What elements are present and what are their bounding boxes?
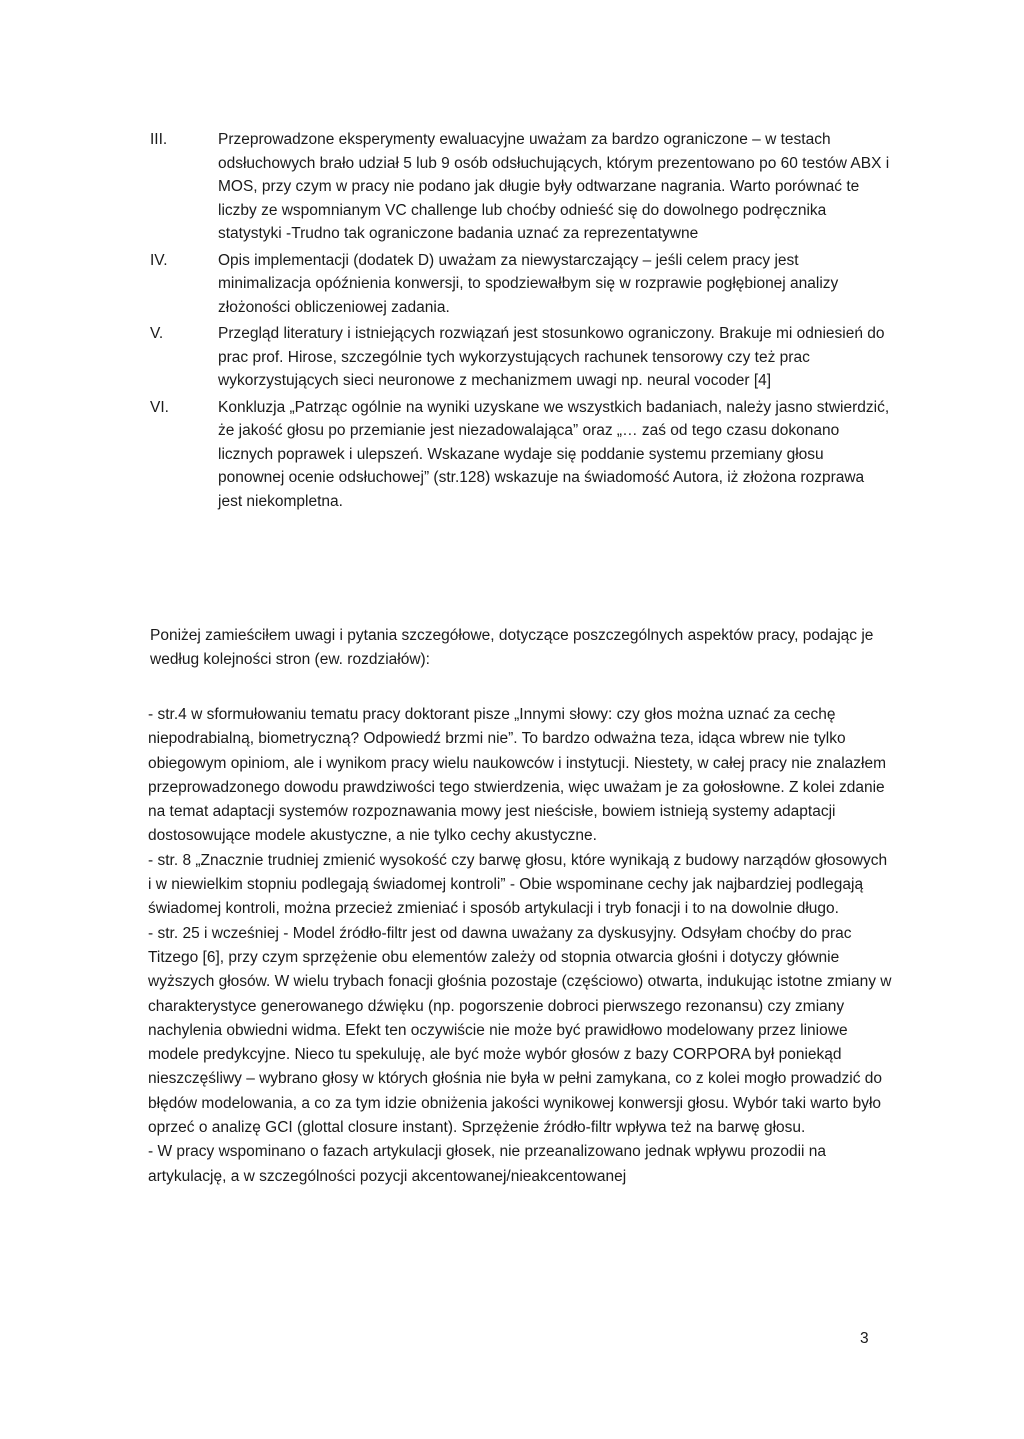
remark-item: - str. 25 i wcześniej - Model źródło-filtr jest od dawna uważany za dyskusyjny. Odsyłam choćby do prac Titzego [6], przy czym sprzężenie obu elementów zależy od stopnia otwarcia głośni i dotyczy głównie wyższych głosów. W wielu trybach fonacji głośnia pozostaje (częściowo) otwarta, indukując istotne zmiany w charakterystyce generowanego dźwięku (np. pogorszenie dobroci pierwszego rezonansu) czy zmiany nachylenia obwiedni widma. Efekt ten oczywiście nie może być prawidłowo modelowany przez liniowe modele predykcyjne. Nieco tu spekuluję, ale być może wybór głosów z bazy CORPORA był poniekąd nieszczęśliwy – wybrano głosy w których głośnia nie była w pełni zamykana, co z kolei mogło prowadzić do błędów modelowania, a co za tym idzie obniżenia jakości wynikowej konwersji głosu. Wybór taki warto było oprzeć o analizę GCI (glottal closure instant). Sprzężenie źródło-filtr wpływa też na barwę głosu. — [148, 924, 892, 1137]
item-number: V. — [150, 325, 164, 342]
remark-item: - W pracy wspominano o fazach artykulacji głosek, nie przeanalizowano jednak wpływu prozodii na artykulację, a w szczególności pozycji akcentowanej/nieakcentowanej — [148, 1143, 827, 1185]
item-text: Przeprowadzone eksperymenty ewaluacyjne uważam za bardzo ograniczone – w testach odsłuchowych brało udział 5 lub 9 osób odsłuchujących, którym prezentowano po 60 testów ABX i MOS, przy czym w pracy nie podano jak długie były odtwarzane nagrania. Warto porównać te liczby ze wspomnianym VC challenge lub choćby odnieść się do dowolnego podręcznika statystyki -Trudno tak ograniczone badania uznać za reprezentatywne — [218, 131, 890, 242]
list-item — [150, 249, 890, 320]
list-item — [150, 396, 890, 514]
list-item — [150, 128, 890, 246]
enumerated-list — [150, 128, 890, 513]
item-number: IV. — [150, 251, 168, 269]
item-number: III. — [150, 131, 168, 148]
remark-item: - str.4 w sformułowaniu tematu pracy doktorant pisze „Innymi słowy: czy głos można uznać za cechę niepodrabialną, biometryczną? Odpowiedź brzmi nie”. To bardzo odważna teza, idąca wbrew nie tylko obiegowym opiniom, ale i wynikom pracy wielu naukowców i instytucji. Niestety, w całej pracy nie znalazłem przeprowadzonego dowodu prawdziwości tego stwierdzenia, więc uważam je za gołosłowne. Z kolei zdanie na temat adaptacji systemów rozpoznawania mowy jest nieścisłe, bowiem istnieją systemy adaptacji dostosowujące modele akustyczne, a nie tylko cechy akustyczne. — [148, 706, 886, 845]
item-number: VI. — [150, 398, 169, 416]
remark-item: - str. 8 „Znacznie trudniej zmienić wysokość czy barwę głosu, które wynikają z budowy narządów głosowych i w niewielkim stopniu podlegają świadomej kontroli” - Obie wspominane cechy jak najbardziej podlegają świadomej kontroli, można przecież zmieniać i sposób artykulacji i tryb fonacji i to na dowolnie długo. — [148, 851, 888, 918]
remarks-list — [148, 703, 893, 1189]
page-number: 3 — [860, 1330, 869, 1347]
intro-paragraph: Poniżej zamieściłem uwagi i pytania szczegółowe, dotyczące poszczególnych aspektów pracy, podając je według kolejności stron (ew. rozdziałów): — [150, 627, 874, 668]
item-text: Przegląd literatury i istniejących rozwiązań jest stosunkowo ograniczony. Brakuje mi odniesień do prac prof. Hirose, szczególnie tych wykorzystujących rachunek tensorowy czy też prac wykorzystujących sieci neuronowe z mechanizmem uwagi np. neural vocoder [4] — [218, 325, 885, 389]
item-text: Opis implementacji (dodatek D) uważam za niewystarczający – jeśli celem pracy jest minimalizacja opóźnienia konwersji, to spodziewałbym się w rozprawie pogłębionej analizy złożoności obliczeniowej zadania. — [218, 251, 839, 316]
item-text: Konkluzja „Patrząc ogólnie na wyniki uzyskane we wszystkich badaniach, należy jasno stwierdzić, że jakość głosu po przemianie jest niezadowalająca” oraz „… zaś od tego czasu dokonano licznych poprawek i ulepszeń. Wskazane wydaje się poddanie systemu przemiany głosu ponownej ocenie odsłuchowej” (str.128) wskazuje na świadomość Autora, iż złożona rozprawa jest niekompletna. — [218, 398, 890, 510]
list-item — [150, 322, 890, 393]
